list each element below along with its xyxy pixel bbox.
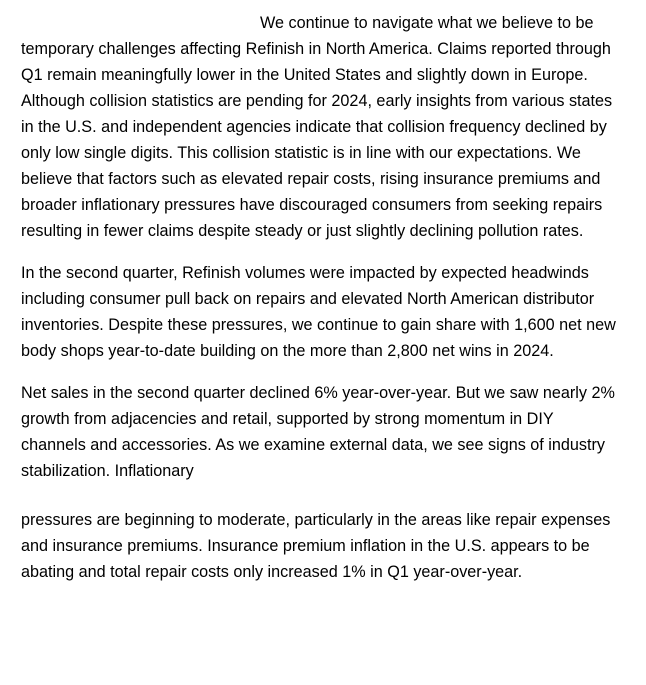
- paragraph-refinish-volumes: In the second quarter, Refinish volumes were impacted by expected headwinds including consumer pull back on repairs and elevated North American distributor inventories. Despite these pressures, we continue to gain share with 1,600 net new body shops year-to-date building on the more than 2,800 net wins in 2024.: [21, 264, 616, 360]
- paragraph-inflation-pressures: pressures are beginning to moderate, particularly in the areas like repair expenses and insurance premiums. Insurance premium inflation in the U.S. appears to be abating and total repair costs only increased 1% in Q1 year-over-year.: [21, 511, 611, 581]
- paragraph-net-sales: Net sales in the second quarter declined 6% year-over-year. But we saw nearly 2% growth from adjacencies and retail, supported by strong momentum in DIY channels and accessories. As we examine external data, we see signs of industry stabilization. Inflationary: [21, 384, 615, 480]
- paragraph-spacer: [21, 484, 621, 507]
- document-body: [21, 10, 621, 585]
- paragraph-spacer: [21, 364, 621, 380]
- paragraph-spacer: [21, 244, 621, 260]
- paragraph-refinish-challenges: We continue to navigate what we believe to be temporary challenges affecting Refinish in North America. Claims reported through Q1 remain meaningfully lower in the United States and slightly down in Europe. Although collision statistics are pending for 2024, early insights from various states in the U.S. and independent agencies indicate that collision frequency declined by only low single digits. This collision statistic is in line with our expectations. We believe that factors such as elevated repair costs, rising insurance premiums and broader inflationary pressures have discouraged consumers from seeking repairs resulting in fewer claims despite steady or just slightly declining pollution rates.: [21, 14, 613, 240]
